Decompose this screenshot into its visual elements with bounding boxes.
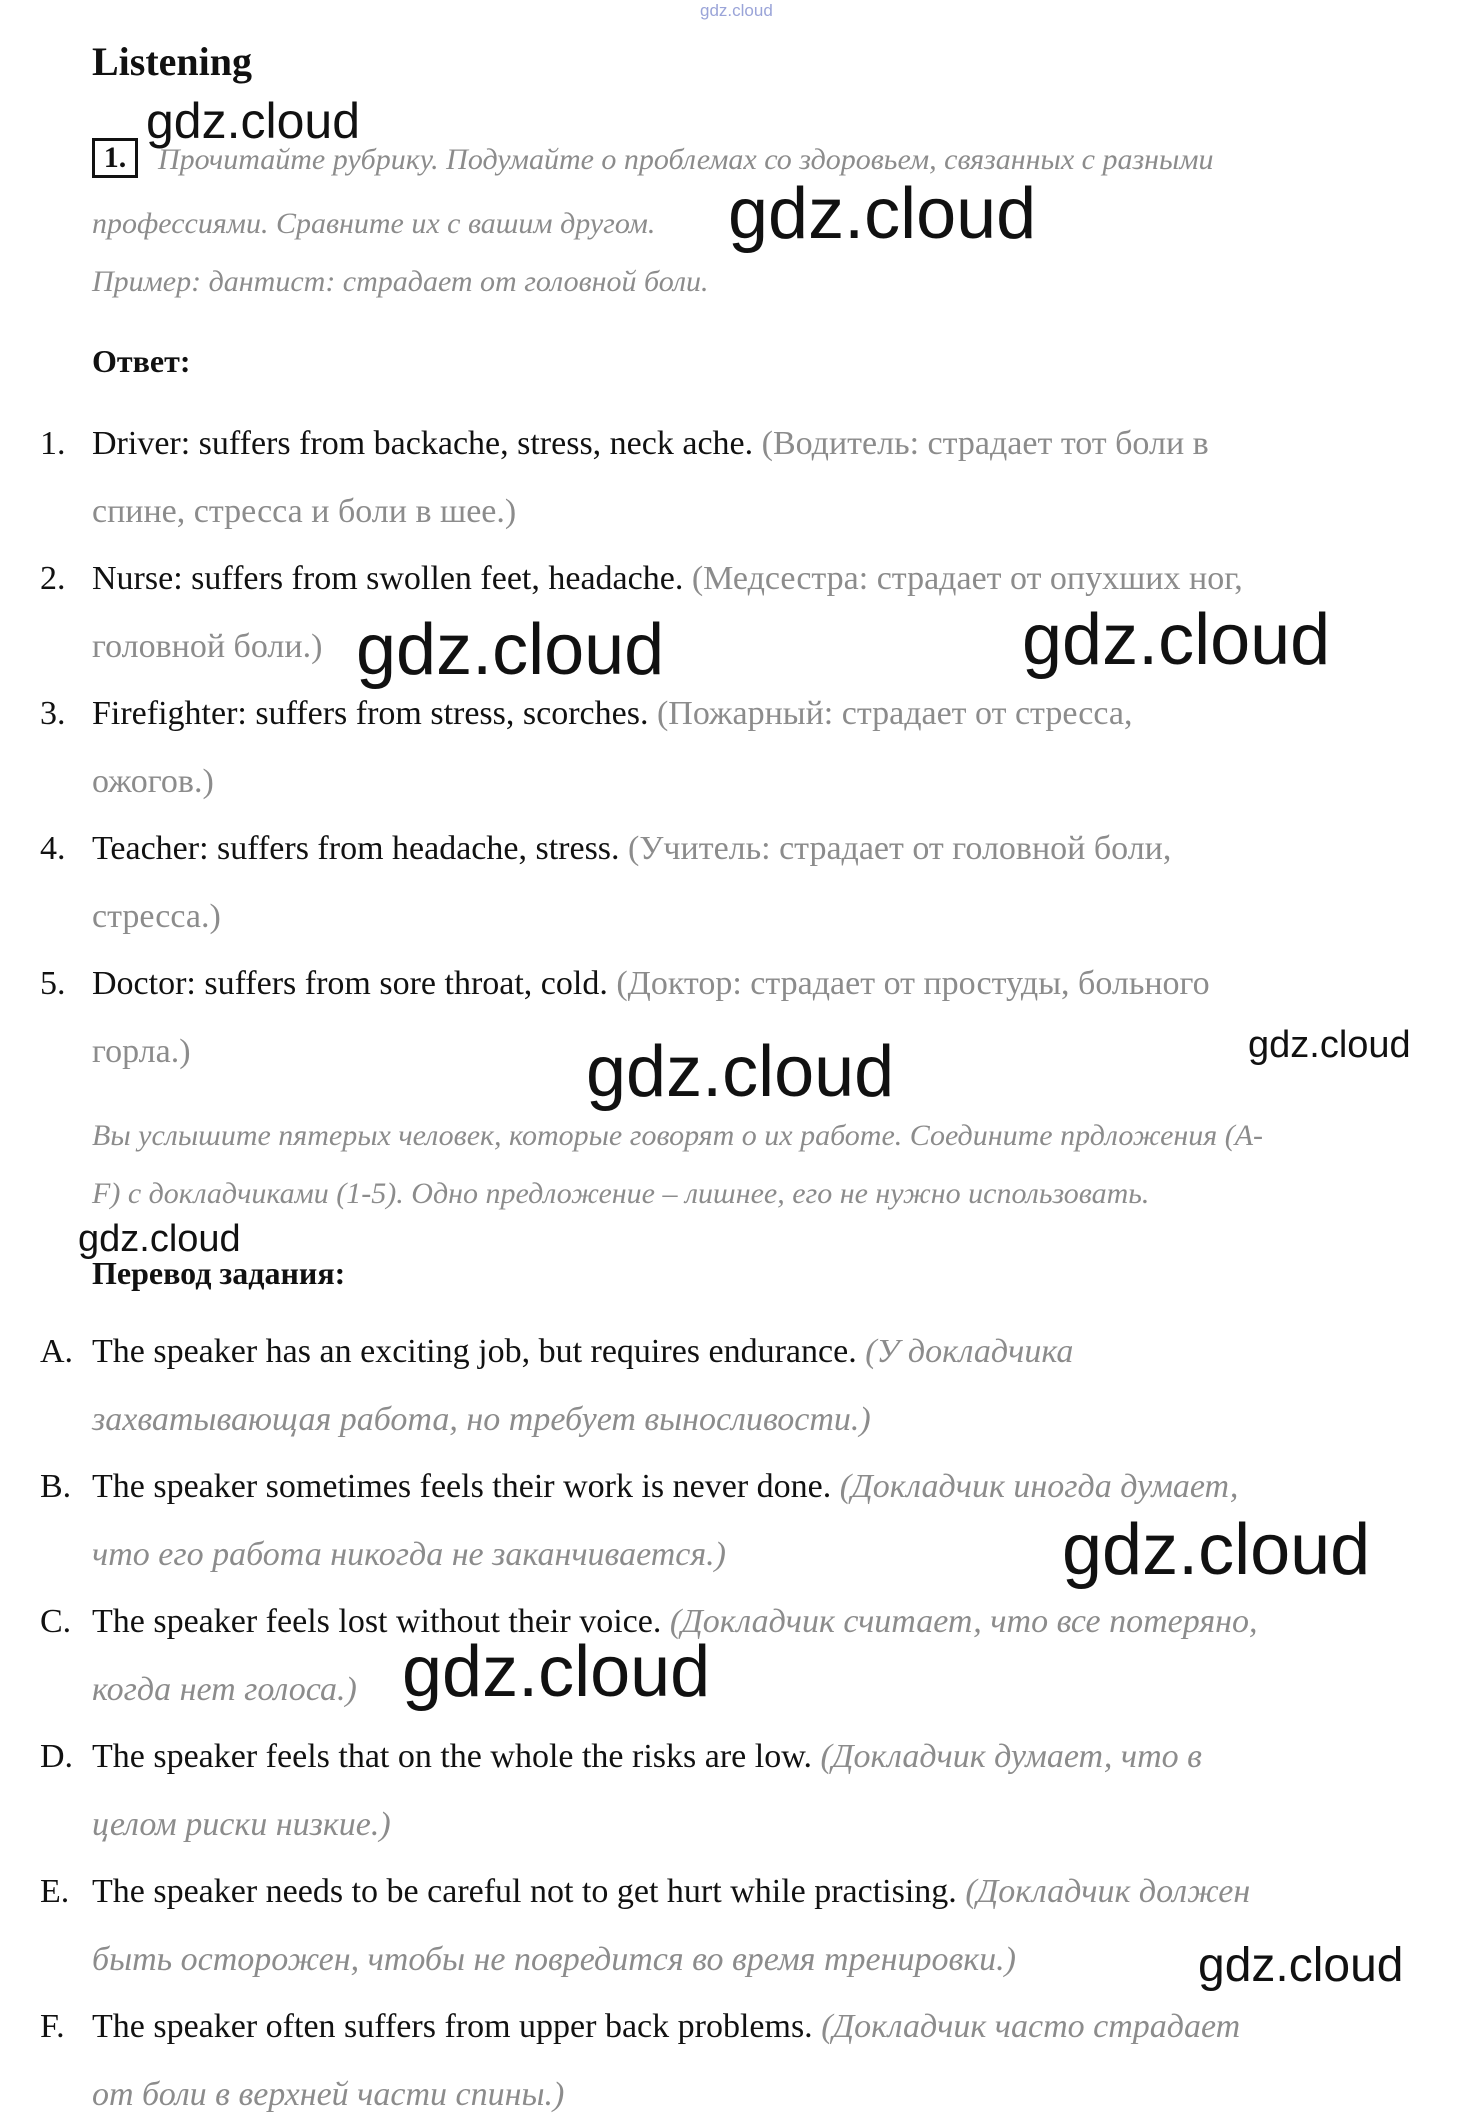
task-instruction-line: F) с докладчиками (1-5). Одно предложение – лишнее, его не нужно использовать. — [92, 1177, 1150, 1210]
task-instruction-line: Прочитайте рубрику. Подумайте о проблемах со здоровьем, связанных с разными — [158, 143, 1214, 176]
answer-label: Ответ: — [92, 343, 191, 379]
watermark: gdz.cloud — [728, 174, 1037, 254]
list-marker: E. — [40, 1873, 70, 1910]
list-marker: B. — [40, 1468, 72, 1505]
statement-english: The speaker often suffers from upper back problems. — [92, 2008, 813, 2045]
answer-russian-continued: спине, стресса и боли в шее.) — [92, 493, 517, 530]
statement-russian: (Докладчик считает, что все потеряно, — [669, 1603, 1258, 1640]
watermark: gdz.cloud — [78, 1218, 241, 1260]
answer-english: Firefighter: suffers from stress, scorches. — [92, 695, 649, 732]
answer-russian-continued: стресса.) — [92, 898, 221, 935]
list-marker: A. — [40, 1333, 74, 1370]
statement-russian: (Докладчик иногда думает, — [839, 1468, 1239, 1505]
list-marker: 3. — [40, 695, 66, 732]
watermark: gdz.cloud — [1022, 600, 1331, 680]
answer-english: Doctor: suffers from sore throat, cold. — [92, 965, 608, 1002]
statement-russian: (У докладчика — [865, 1333, 1074, 1370]
statement-english: The speaker sometimes feels their work is never done. — [92, 1468, 832, 1505]
statement-english: The speaker feels lost without their voice. — [92, 1603, 662, 1640]
task-instruction-line: Вы услышите пятерых человек, которые говорят о их работе. Соедините прдложения (A- — [92, 1119, 1264, 1152]
list-marker: 4. — [40, 830, 66, 867]
list-marker: 2. — [40, 560, 66, 597]
answer-english: Teacher: suffers from headache, stress. — [92, 830, 620, 867]
answer-russian: (Медсестра: страдает от опухших ног, — [691, 560, 1243, 597]
watermark-top: gdz.cloud — [700, 1, 773, 20]
watermark: gdz.cloud — [1248, 1024, 1411, 1066]
translation-label: Перевод задания: — [92, 1255, 346, 1291]
answer-english: Driver: suffers from backache, stress, neck ache. — [92, 425, 754, 462]
statement-english: The speaker has an exciting job, but requires endurance. — [92, 1333, 857, 1370]
answer-russian: (Водитель: страдает тот боли в — [761, 425, 1209, 462]
statement-russian-continued: что его работа никогда не заканчивается.) — [92, 1536, 726, 1573]
answer-russian: (Учитель: страдает от головной боли, — [628, 830, 1172, 867]
answer-russian-continued: головной боли.) — [92, 628, 323, 665]
list-marker: D. — [40, 1738, 74, 1775]
answer-english: Nurse: suffers from swollen feet, headache. — [92, 560, 684, 597]
statement-russian-continued: быть осторожен, чтобы не повредится во время тренировки.) — [92, 1941, 1016, 1978]
watermark: gdz.cloud — [146, 93, 361, 149]
watermark: gdz.cloud — [402, 1632, 711, 1712]
watermark: gdz.cloud — [1062, 1510, 1371, 1590]
task-number-box: 1. — [92, 138, 138, 178]
list-marker: 1. — [40, 425, 66, 462]
answer-russian: (Доктор: страдает от простуды, больного — [616, 965, 1210, 1002]
statement-russian: (Докладчик часто страдает — [821, 2008, 1241, 2045]
list-marker: 5. — [40, 965, 66, 1002]
statement-english: The speaker feels that on the whole the risks are low. — [92, 1738, 813, 1775]
task-example: Пример: дантист: страдает от головной боли. — [92, 265, 709, 298]
list-marker: F. — [40, 2008, 65, 2045]
section-heading: Listening — [92, 39, 253, 84]
statement-russian-continued: когда нет голоса.) — [92, 1671, 357, 1708]
answer-russian-continued: ожогов.) — [92, 763, 214, 800]
statement-russian-continued: захватывающая работа, но требует выносливости.) — [92, 1401, 871, 1438]
answer-russian-continued: горла.) — [92, 1033, 191, 1070]
watermark: gdz.cloud — [586, 1032, 895, 1112]
watermark: gdz.cloud — [1198, 1939, 1404, 1992]
statement-english: The speaker needs to be careful not to get hurt while practising. — [92, 1873, 957, 1910]
statement-russian: (Докладчик думает, что в — [820, 1738, 1202, 1775]
watermark: gdz.cloud — [356, 610, 665, 690]
list-marker: C. — [40, 1603, 72, 1640]
statement-russian-continued: целом риски низкие.) — [92, 1806, 391, 1843]
answer-russian: (Пожарный: страдает от стресса, — [656, 695, 1133, 732]
statement-russian: (Докладчик должен — [965, 1873, 1251, 1910]
task-instruction-line: профессиями. Сравните их с вашим другом. — [92, 207, 656, 240]
statement-russian-continued: от боли в верхней части спины.) — [92, 2076, 565, 2113]
